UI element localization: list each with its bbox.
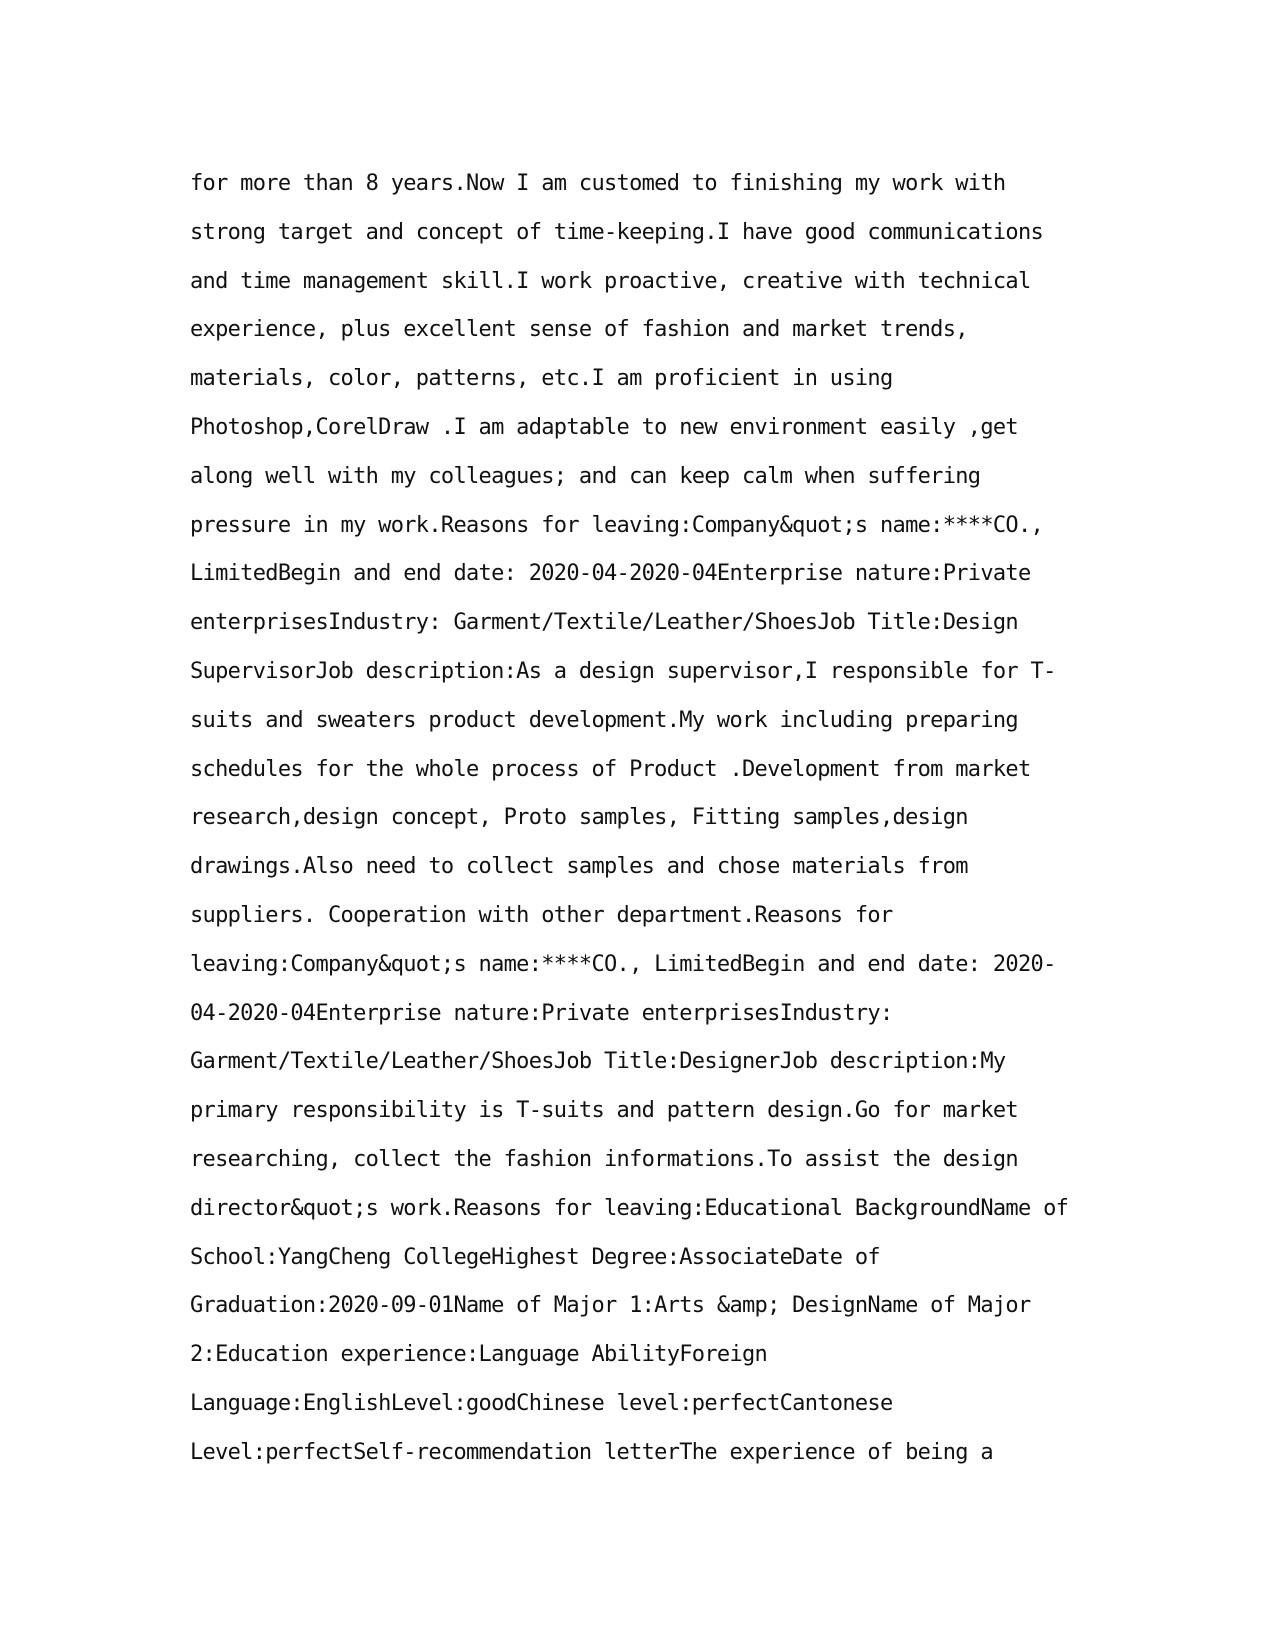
text-line-10: enterprisesIndustry: Garment/Textile/Leather/ShoesJob Title:Design [190,610,1018,636]
text-line-2: strong target and concept of time-keeping.I have good communications [190,219,1044,245]
text-line-22: director&quot;s work.Reasons for leaving:Educational BackgroundName of [190,1195,1069,1221]
text-line-3: and time management skill.I work proactive, creative with technical [190,268,1031,294]
text-line-21: researching, collect the fashion informations.To assist the design [190,1146,1018,1172]
body-text [190,160,1090,1478]
text-line-14: research,design concept, Proto samples, Fitting samples,design [190,805,968,831]
text-line-23: School:YangCheng CollegeHighest Degree:AssociateDate of [190,1244,880,1270]
text-line-19: Garment/Textile/Leather/ShoesJob Title:DesignerJob description:My [190,1049,1006,1075]
text-line-17: leaving:Company&quot;s name:****CO., LimitedBegin and end date: 2020- [190,951,1056,977]
text-line-4: experience, plus excellent sense of fashion and market trends, [190,317,968,343]
text-line-15: drawings.Also need to collect samples and chose materials from [190,854,968,880]
text-line-24: Graduation:2020-09-01Name of Major 1:Arts &amp; DesignName of Major [190,1293,1031,1319]
text-line-11: SupervisorJob description:As a design supervisor,I responsible for T- [190,658,1056,684]
text-line-16: suppliers. Cooperation with other department.Reasons for [190,902,893,928]
text-line-25: 2:Education experience:Language AbilityForeign [190,1342,768,1368]
text-line-5: materials, color, patterns, etc.I am proficient in using [190,366,893,392]
text-line-9: LimitedBegin and end date: 2020-04-2020-04Enterprise nature:Private [190,561,1031,587]
text-line-6: Photoshop,CorelDraw .I am adaptable to new environment easily ,get [190,414,1018,440]
text-line-1: for more than 8 years.Now I am customed to finishing my work with [190,171,1006,196]
text-line-13: schedules for the whole process of Product .Development from market [190,756,1031,782]
text-line-7: along well with my colleagues; and can keep calm when suffering [190,463,981,489]
text-line-26: Language:EnglishLevel:goodChinese level:perfectCantonese [190,1390,893,1416]
text-line-8: pressure in my work.Reasons for leaving:Company&quot;s name:****CO., [190,512,1044,538]
text-line-27: Level:perfectSelf-recommendation letterThe experience of being a [190,1439,993,1465]
text-line-18: 04-2020-04Enterprise nature:Private enterprisesIndustry: [190,1000,893,1026]
text-line-20: primary responsibility is T-suits and pattern design.Go for market [190,1098,1018,1124]
text-line-12: suits and sweaters product development.My work including preparing [190,707,1018,733]
